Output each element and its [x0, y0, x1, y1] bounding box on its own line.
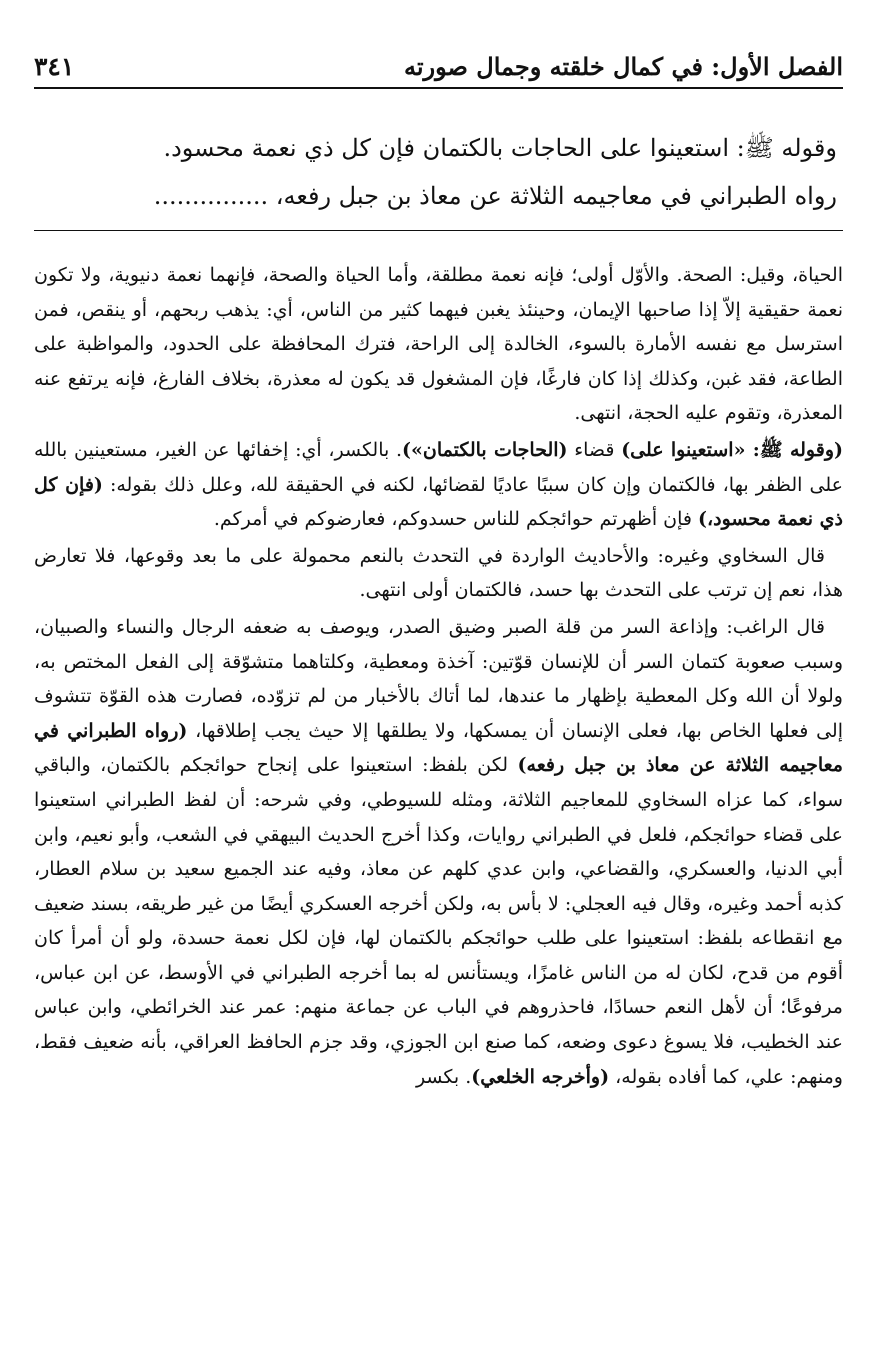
matn-separator-rule — [34, 230, 843, 231]
commentary-span: قضاء — [567, 438, 622, 461]
matn-text — [34, 124, 837, 220]
quoted-phrase: (وقوله ﷺ: «استعينوا على) — [621, 438, 843, 461]
commentary-paragraph: قال السخاوي وغيره: والأحاديث الواردة في التحدث بالنعم محمولة على ما بعد وقوعها، فلا تعارض هذا، نعم إن ترتب على التحدث بها حسد، فالكتمان أولى انتهى. — [34, 544, 843, 602]
commentary-paragraph — [34, 433, 843, 537]
commentary-span: لكن بلفظ: استعينوا على إنجاح حوائجكم بالكتمان، والباقي سواء، كما عزاه السخاوي للمعاجيم الثلاثة، ومثله للسيوطي، وفي شرحه: أن لفظ الطبراني استعينوا على قضاء حوائجكم، فلعل في الطبراني روايات، وكذا أخرج الحديث البيهقي في الشعب، وأبو نعيم، وابن أبي الدنيا، والعسكري، والقضاعي، وابن عدي كلهم عن معاذ، وفيه عند الجميع سعيد بن سلام العطار، كذبه أحمد وغيره، وقال فيه العجلي: لا بأس به، ولكن أخرجه العسكري أيضًا من غير طريقه، بسند ضعيف مع انقطاعه بلفظ: استعينوا على طلب حوائجكم بالكتمان لها، فإن لكل نعمة حسدة، ولو أن أمرأ كان أقوم من قدح، لكان له من الناس غامزًا، ويستأنس له بما أخرجه الطبراني في الأوسط، عن ابن عباس، مرفوعًا؛ أن لأهل النعم حسادًا، فاحذروهم في الباب عن جماعة منهم: عمر عند الخرائطي، وابن عباس عند الخطيب، فلا يسوغ دعوى وضعه، كما صنع ابن الجوزي، وقد جزم الحافظ العراقي، بأنه ضعيف فقط، ومنهم: علي، كما أفاده بقوله، — [34, 754, 843, 1088]
running-header — [34, 44, 843, 84]
commentary-span: . بالكسر، أي: إخفائها عن الغير، مستعينين بالله على الظفر بها، فالكتمان وإن كان سببًا عاديًا لقضائها، لكنه في الحقيقة لله، وعلل ذلك بقوله: — [34, 438, 843, 496]
book-page — [34, 0, 843, 1359]
commentary-span: فإن أظهرتم حوائجكم للناس حسدوكم، فعارضوكم في أمركم. — [213, 508, 699, 531]
commentary-paragraph: الحياة، وقيل: الصحة. والأوّل أولى؛ فإنه نعمة مطلقة، وأما الحياة والصحة، فإنهما نعمة دنيوية، ولا تكون نعمة حقيقية إلاّ إذا صاحبها الإيمان، وحينئذ يغبن فيهما كثير من الناس، أي: يذهب ربحهم، أو ينقص، فمن استرسل مع نفسه الأمارة بالسوء، الخالدة إلى الراحة، فترك المحافظة على الحدود، والمواظبة على الطاعة، فقد غبن، وكذلك إذا كان فارغًا، فإن المشغول قد يكون له معذرة، بخلاف الفارغ، فإنه يرتفع عنه المعذرة، وتقوم عليه الحجة، انتهى. — [34, 264, 843, 425]
quoted-phrase: (الحاجات بالكتمان») — [402, 438, 568, 461]
page-number: ٣٤١ — [34, 52, 75, 81]
quoted-phrase: (وأخرجه الخلعي) — [471, 1065, 610, 1088]
header-rule — [34, 87, 843, 89]
quoted-phrase: (فإن كل ذي نعمة محسود،) — [34, 473, 843, 531]
commentary-text — [34, 258, 843, 1096]
matn-line: وقوله ﷺ: استعينوا على الحاجات بالكتمان فإن كل ذي نعمة محسود. — [163, 134, 837, 162]
commentary-paragraph — [34, 610, 843, 1094]
matn-line: رواه الطبراني في معاجيمه الثلاثة عن معاذ بن جبل رفعه، ............... — [153, 182, 837, 210]
commentary-span: . بكسر — [415, 1065, 472, 1088]
quoted-phrase: (رواه الطبراني في معاجيمه الثلاثة عن معاذ بن جبل رفعه) — [34, 719, 843, 777]
commentary-span: قال الراغب: وإذاعة السر من قلة الصبر وضيق الصدر، ويوصف به ضعفه الرجال والنساء والصبيان، وسبب صعوبة كتمان السر أن للإنسان قوّتين: آخذة ومعطية، وكلتاهما متشوّقة إلى الفعل المختص به، ولولا أن الله وكل المعطية بإظهار ما عندها، لما أتاك بالأخبار من لم تزوّده، فصارت هذه القوّة تتشوف إلى فعلها الخاص بها، فعلى الإنسان أن يمسكها، ولا يطلقها إلا حيث يجب إطلاقها، — [34, 615, 843, 742]
running-title: الفصل الأول: في كمال خلقته وجمال صورته — [403, 52, 843, 81]
